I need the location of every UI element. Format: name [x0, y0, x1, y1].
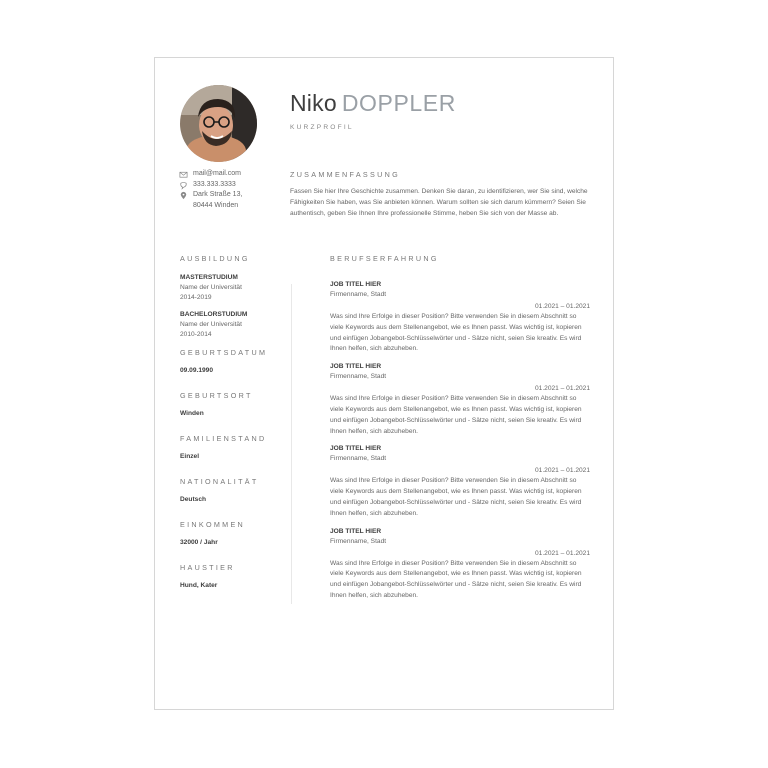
job-dates: 01.2021 – 01.2021 [534, 303, 590, 310]
birthdate-value: 09.09.1990 [180, 366, 214, 374]
job-entry [330, 280, 590, 355]
birthdate-heading: GEBURTSDATUM [180, 347, 268, 357]
birthplace-heading: GEBURTSORT [180, 390, 253, 400]
job-company: Firmenname, Stadt [330, 291, 387, 298]
pet-heading: HAUSTIER [180, 562, 235, 572]
job-dates: 01.2021 – 01.2021 [534, 549, 590, 557]
job-description: Was sind Ihre Erfolge in dieser Position? Bitte verwenden Sie in diesem Abschnitt so viele Keywords aus dem Stellenangebot, wie es Ihnen passt. Was wichtig ist, kopieren und einfügen Jobangebot-Schlüsselwörter und - Sätze nicht, seien Sie kreativ. Es wird Ihnen helfen, sich abzuheben. [330, 313, 582, 353]
contact-list [179, 169, 242, 211]
profile-subtitle: KURZPROFIL [290, 124, 354, 131]
experience-list [330, 280, 590, 609]
job-dates: 01.2021 – 01.2021 [534, 385, 590, 393]
job-description: Was sind Ihre Erfolge in dieser Position? Bitte verwenden Sie in diesem Abschnitt so viele Keywords aus dem Stellenangebot, wie es Ihnen passt. Was wichtig ist, kopieren und einfügen Jobangebot-Schlüsselwörter und - Sätze nicht, seien Sie kreativ. Es wird Ihnen helfen, sich abzuheben. [330, 395, 582, 435]
education-years: 2010-2014 [180, 330, 212, 338]
job-description: Was sind Ihre Erfolge in dieser Position? Bitte verwenden Sie in diesem Abschnitt so viele Keywords aus dem Stellenangebot, wie es Ihnen passt. Was wichtig ist, kopieren und einfügen Jobangebot-Schlüsselwörter und - Sätze nicht, seien Sie kreativ. Es wird Ihnen helfen, sich abzuheben. [330, 559, 582, 599]
job-company: Firmenname, Stadt [330, 537, 387, 545]
resume-page [154, 57, 614, 710]
job-entry [330, 527, 590, 602]
job-company: Firmenname, Stadt [330, 455, 387, 463]
job-dates: 01.2021 – 01.2021 [534, 467, 590, 475]
education-heading: AUSBILDUNG [180, 254, 250, 263]
education-item [180, 310, 280, 339]
job-title: JOB TITEL HIER [330, 363, 382, 371]
last-name: DOPPLER [341, 90, 456, 116]
degree-label: BACHELORSTUDIUM [180, 311, 248, 319]
job-description: Was sind Ihre Erfolge in dieser Position? Bitte verwenden Sie in diesem Abschnitt so viele Keywords aus dem Stellenangebot, wie es Ihnen passt. Was wichtig ist, kopieren und einfügen Jobangebot-Schlüsselwörter und - Sätze nicht, seien Sie kreativ. Es wird Ihnen helfen, sich abzuheben. [330, 477, 582, 517]
birthplace-value: Winden [180, 409, 204, 417]
summary-heading: ZUSAMMENFASSUNG [290, 170, 400, 179]
summary-text: Fassen Sie hier Ihre Geschichte zusammen. Denken Sie daran, zu identifizieren, wer Sie sind, welche Fähigkeiten Sie haben, was Sie anbieten können. Warum sollten sie sich darum kümmern? Seien Sie authentisch, geben Sie Ihnen Ihre professionelle Stimme, heben Sie sich von der Masse ab. [290, 188, 588, 217]
job-company: Firmenname, Stadt [330, 373, 387, 381]
profile-photo [180, 85, 257, 162]
mail-icon [179, 170, 188, 179]
job-entry [330, 444, 590, 519]
timeline-divider [291, 284, 292, 604]
income-value: 32000 / Jahr [180, 538, 218, 546]
contact-email [179, 169, 242, 180]
school-name: Name der Universität [180, 321, 242, 329]
phone-icon [179, 181, 188, 190]
education-years: 2014-2019 [180, 293, 212, 301]
contact-address-text: Dark Straße 13, 80444 Winden [193, 191, 243, 209]
education-item [180, 273, 280, 302]
school-name: Name der Universität [180, 283, 242, 291]
job-title: JOB TITEL HIER [330, 281, 382, 288]
job-title: JOB TITEL HIER [330, 445, 382, 453]
marital-status-value: Einzel [180, 452, 200, 460]
degree-label: MASTERSTUDIUM [180, 274, 238, 281]
experience-heading: BERUFSERFAHRUNG [330, 254, 439, 263]
marital-status-heading: FAMILIENSTAND [180, 433, 267, 443]
pet-value: Hund, Kater [180, 581, 218, 589]
contact-phone-text: 333.333.3333 [193, 180, 236, 188]
first-name: Niko [290, 90, 337, 116]
profile-photo-image [180, 85, 257, 162]
candidate-name [290, 90, 456, 117]
nationality-heading: NATIONALITÄT [180, 476, 259, 486]
job-title: JOB TITEL HIER [330, 527, 382, 535]
job-entry [330, 362, 590, 437]
income-heading: EINKOMMEN [180, 519, 246, 529]
contact-phone [179, 180, 242, 191]
contact-email-text: mail@mail.com [193, 170, 241, 177]
nationality-value: Deutsch [180, 495, 207, 503]
left-column [180, 254, 280, 606]
contact-address [179, 190, 242, 211]
location-icon [179, 191, 188, 200]
